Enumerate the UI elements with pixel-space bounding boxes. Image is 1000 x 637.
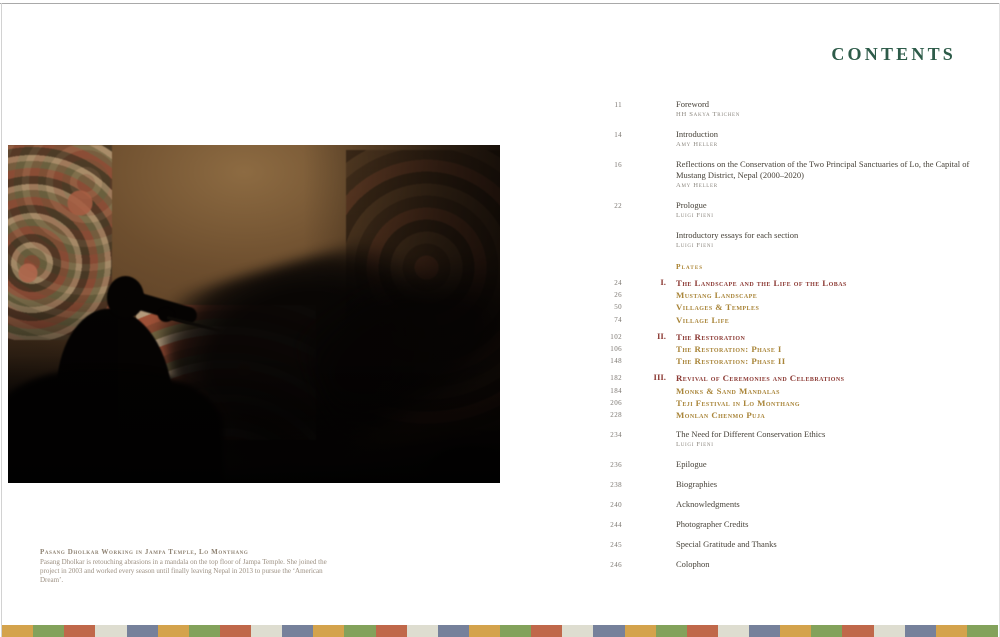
toc-roman-numeral [622,559,676,570]
toc-entry [595,200,992,221]
toc-entry [595,277,992,289]
strip-block [811,625,842,637]
toc-page-number: 11 [614,101,622,109]
toc-entry-text [676,539,992,550]
photo-caption [40,548,340,585]
toc-page-number: 24 [614,279,622,287]
strip-block [749,625,780,637]
toc-roman-numeral: III. [653,372,666,383]
toc-page-number: 22 [614,202,622,210]
toc-entry [595,261,992,272]
strip-block [95,625,126,637]
toc-page-number: 106 [610,345,622,354]
toc-entry-text [676,355,992,367]
toc-entry-text [676,429,992,450]
toc-entry-text [676,314,992,326]
toc-entry [595,314,992,326]
strip-block [251,625,282,637]
toc-roman-numeral [622,314,676,326]
toc-entry-title: The Need for Different Conservation Ethics [676,429,826,440]
toc-entry-title: Photographer Credits [676,519,749,530]
toc-entry-title: Introductory essays for each section [676,230,799,240]
toc-entry [595,99,992,120]
toc-entry-text [676,230,992,251]
toc-entry-text [676,99,992,120]
toc-entry-author: Luigi Fieni [676,242,714,249]
toc-entry-author: Luigi Fieni [676,441,714,449]
strip-block [562,625,593,637]
toc-entry [595,355,992,367]
toc-page-number: 148 [610,357,622,366]
toc-roman-numeral: I. [660,277,666,287]
strip-block [531,625,562,637]
toc-entry-text [676,372,992,384]
toc-page-number: 228 [610,411,622,420]
toc-page-number [595,261,622,272]
strip-block [905,625,936,637]
photo-caption-body: Pasang Dholkar is retouching abrasions in a mandala on the top floor of Jampa Temple. She joined the project in 2003 and worked every season until finally leaving Nepal in 2013 to pursue the ‘American Dream’. [40,557,327,585]
strip-block [313,625,344,637]
toc-entry-text [676,200,992,221]
toc-entry-text [676,559,992,570]
toc-roman-numeral [622,429,676,450]
toc-page-number: 206 [610,398,622,407]
toc-entry [595,539,992,550]
toc-entry-title: Monks & Sand Mandalas [676,385,780,396]
strip-block [874,625,905,637]
toc-entry-title: The Restoration: Phase II [676,356,786,367]
toc-roman-numeral [622,159,676,191]
toc-entry [595,230,992,251]
strip-block [220,625,251,637]
toc-entry-title: Biographies [676,479,718,490]
toc-roman-numeral: II. [656,330,666,341]
toc-entry [595,331,992,343]
toc-entry-text [676,277,992,289]
page-edge-top [0,3,1000,4]
strip-block [842,625,873,637]
toc-entry-text [676,301,992,313]
toc-entry [595,301,992,313]
toc-entry-title: Mustang Landscape [676,290,758,301]
strip-block [438,625,469,637]
vignette-bottom [8,355,500,483]
strip-block [376,625,407,637]
toc-entry-title: Special Gratitude and Thanks [676,539,777,550]
toc-roman-numeral [622,343,676,355]
strip-block [158,625,189,637]
strip-block [127,625,158,637]
toc-entry-title: Reflections on the Conservation of the Two Principal Sanctuaries of Lo, the Capital of Mustang District, Nepal (2000–2020) [676,159,970,180]
toc-roman-numeral [622,99,676,120]
toc-page-number: 74 [614,315,622,324]
toc-page-number: 50 [614,303,622,312]
toc-entry-text [676,289,992,301]
toc-page-number: 244 [610,521,622,530]
toc-entry-title: The Restoration: Phase I [676,344,782,355]
strip-block [936,625,967,637]
toc-page-number: 238 [610,481,622,490]
strip-block [64,625,95,637]
toc-entry [595,559,992,570]
page-edge-left [1,3,2,637]
toc-entry-title: Epilogue [676,459,707,470]
toc-page-number: 236 [610,461,622,470]
toc-entry-text [676,479,992,490]
toc-entry-text [676,129,992,150]
strip-block [967,625,998,637]
toc-roman-numeral [622,479,676,490]
photograph-jampa-temple [8,145,500,483]
strip-block [2,625,33,637]
toc-entry-title: Introduction [676,129,719,139]
strip-block [718,625,749,637]
toc-entry [595,129,992,150]
toc-entry-title: Plates [676,262,704,271]
toc-page-number: 240 [610,501,622,510]
toc-entry [595,499,992,510]
toc-page-number: 246 [610,561,622,570]
toc-entry-title: The Restoration [676,331,746,342]
toc-entry-title: Acknowledgments [676,499,740,510]
strip-block [656,625,687,637]
toc-roman-numeral [622,200,676,221]
toc-page-number: 182 [610,374,622,383]
toc-entry-title: Prologue [676,200,707,210]
toc-entry [595,479,992,490]
toc-entry-text [676,261,992,272]
strip-block [593,625,624,637]
toc-entry-title: Foreword [676,99,710,109]
toc-entry [595,459,992,470]
toc-entry-text [676,331,992,343]
toc-entry [595,385,992,397]
toc-entry-text [676,343,992,355]
strip-block [282,625,313,637]
toc-roman-numeral [622,230,676,251]
toc-page-number: 14 [614,131,622,139]
toc-entry-title: The Landscape and the Life of the Lobas [676,278,847,288]
toc-roman-numeral [622,409,676,421]
strip-block [33,625,64,637]
toc-roman-numeral [622,519,676,530]
toc-page-number: 26 [614,291,622,300]
toc-roman-numeral [622,459,676,470]
toc-entry-text [676,159,992,191]
toc-roman-numeral [622,355,676,367]
strip-block [469,625,500,637]
toc-entry [595,397,992,409]
toc-roman-numeral [622,397,676,409]
toc-page-number: 184 [610,386,622,395]
strip-block [780,625,811,637]
toc-page-number: 234 [610,431,622,440]
toc-entry-text [676,385,992,397]
toc-page-number [595,230,622,251]
toc-entry-title: Monlan Chenmo Puja [676,410,766,421]
strip-block [687,625,718,637]
toc-roman-numeral [622,385,676,397]
toc-entry-title: Teji Festival in Lo Monthang [676,397,801,408]
toc-entry-text [676,459,992,470]
toc-entry-author: Luigi Fieni [676,212,714,219]
toc-entry [595,519,992,530]
toc-entry-title: Revival of Ceremonies and Celebrations [676,373,845,384]
page-title: CONTENTS [831,44,956,64]
toc-page-number: 16 [614,161,622,169]
photo-caption-title: Pasang Dholkar Working in Jampa Temple, Lo Monthang [40,548,249,556]
toc-entry [595,429,992,450]
toc-entry-text [676,409,992,421]
toc-entry [595,289,992,301]
toc-entry [595,372,992,384]
table-of-contents [595,99,992,579]
toc-entry-title: Colophon [676,559,710,570]
toc-roman-numeral [622,499,676,510]
decorative-color-strip [2,625,998,637]
toc-roman-numeral [622,129,676,150]
strip-block [189,625,220,637]
toc-entry-text [676,397,992,409]
strip-block [500,625,531,637]
toc-entry-title: Village Life [676,314,730,325]
toc-page-number: 102 [610,332,622,341]
toc-entry-text [676,519,992,530]
strip-block [625,625,656,637]
toc-entry-title: Villages & Temples [676,302,760,313]
toc-entry [595,409,992,421]
toc-entry [595,159,992,191]
toc-roman-numeral [622,261,676,272]
toc-roman-numeral [622,289,676,301]
toc-roman-numeral [622,301,676,313]
toc-entry-text [676,499,992,510]
toc-entry [595,343,992,355]
strip-block [344,625,375,637]
toc-entry-author: Amy Heller [676,182,718,189]
toc-entry-author: HH Sakya Trichen [676,111,741,118]
toc-roman-numeral [622,539,676,550]
toc-page-number: 245 [610,541,622,550]
toc-entry-author: Amy Heller [676,141,718,148]
strip-block [407,625,438,637]
